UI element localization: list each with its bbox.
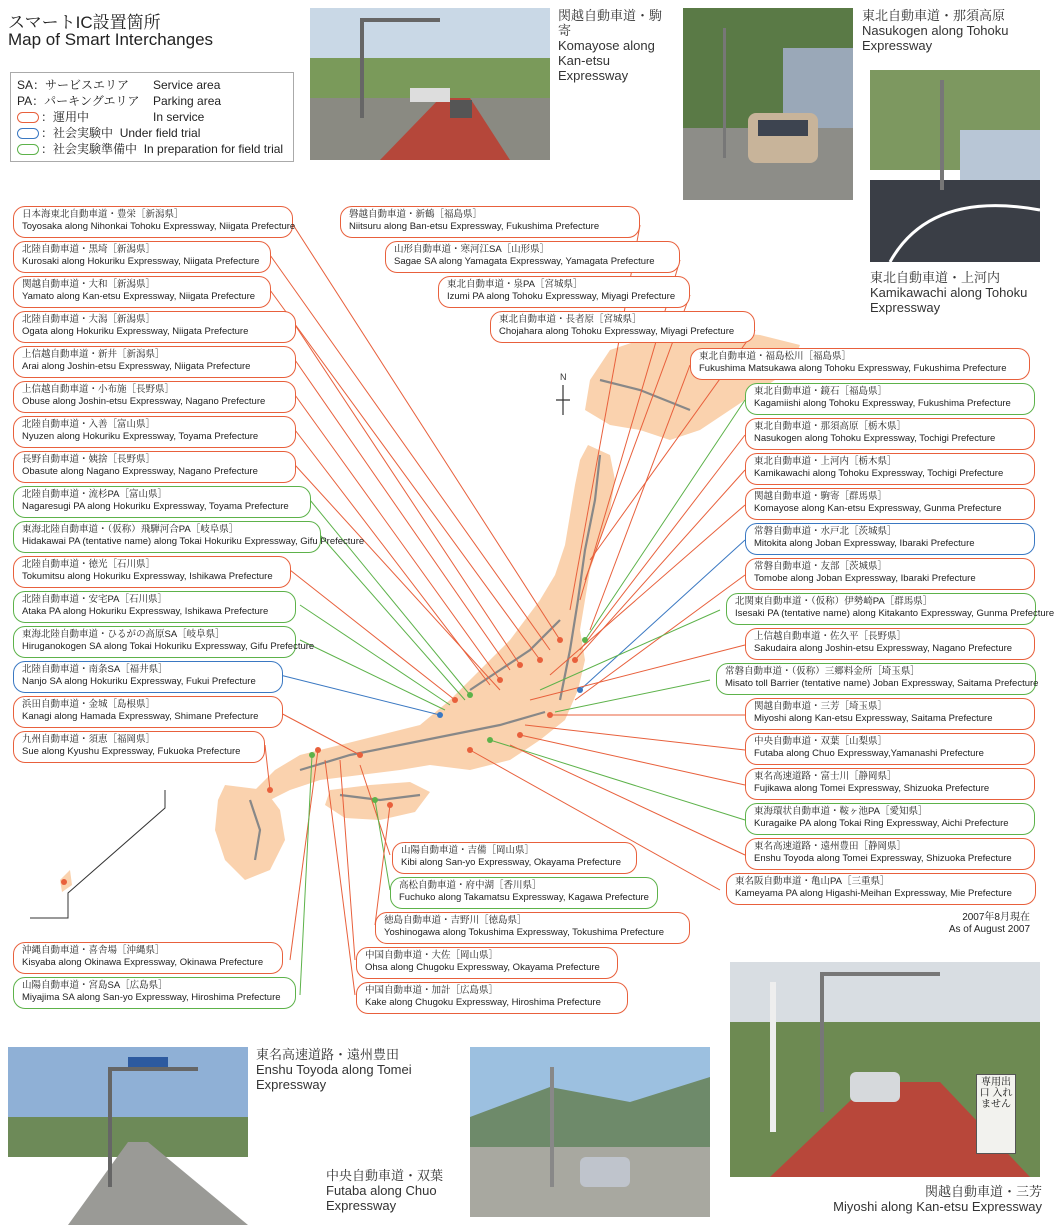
- ic-label-ja: 関越自動車道・大和［新潟県］: [22, 279, 156, 290]
- legend-label-ja: ：社会実験準備中: [41, 142, 138, 156]
- compass-label: N: [560, 372, 567, 382]
- ic-label-en: Nasukogen along Tohoku Expressway, Tochigi Prefecture: [754, 433, 996, 444]
- okinawa-inset-frame: [30, 790, 165, 918]
- ic-label-box: [438, 276, 690, 308]
- ic-label-ja: 東名高速道路・遠州豊田［静岡県］: [754, 841, 907, 852]
- ic-label-ja: 中国自動車道・加計［広島県］: [365, 985, 499, 996]
- ic-label-ja: 東北自動車道・泉PA［宮城県］: [447, 279, 583, 290]
- ic-label-ja: 東北自動車道・鏡石［福島県］: [754, 386, 888, 397]
- ic-label-en: Sakudaira along Joshin-etsu Expressway, Nagano Prefecture: [754, 643, 1013, 654]
- ic-label-en: Nagaresugi PA along Hokuriku Expressway, Toyama Prefecture: [22, 501, 289, 512]
- ic-label-box: [745, 453, 1035, 485]
- ic-label-ja: 東名阪自動車道・亀山PA［三重県］: [735, 876, 890, 887]
- ic-label-ja: 北陸自動車道・安宅PA［石川県］: [22, 594, 167, 605]
- ic-label-box: [13, 206, 296, 238]
- caption-en: Enshu Toyoda along Tomei Expressway: [256, 1062, 412, 1092]
- caption-ja: 東北自動車道・上河内: [870, 270, 1001, 285]
- ic-label-box: [690, 348, 1030, 380]
- ic-label-en: Hiruganokogen SA along Tokai Hokuriku Expressway, Gifu Prefecture: [22, 641, 315, 652]
- ic-label-box: [13, 521, 365, 553]
- ic-label-en: Ogata along Hokuriku Expressway, Niigata Prefecture: [22, 326, 249, 337]
- caption-ja: 関越自動車道・駒寄: [558, 8, 663, 38]
- ic-label-en: Obasute along Nagano Expressway, Nagano Prefecture: [22, 466, 258, 477]
- ic-label-en: Fukushima Matsukawa along Tohoku Expressway, Fukushima Prefecture: [699, 363, 1007, 374]
- ic-label-ja: 関越自動車道・駒寄［群馬県］: [754, 491, 888, 502]
- ic-label-box: [375, 912, 690, 944]
- ic-label-box: [726, 593, 1054, 625]
- ic-label-ja: 東海北陸自動車道・（仮称）飛騨河合PA［岐阜県］: [22, 524, 239, 535]
- ic-label-box: [13, 241, 271, 273]
- legend-label-en: Under field trial: [119, 126, 201, 140]
- ic-label-ja: 東海環状自動車道・鞍ヶ池PA［愛知県］: [754, 806, 928, 817]
- ic-label-ja: 九州自動車道・須恵［福岡県］: [22, 734, 156, 745]
- ic-label-ja: 北陸自動車道・黒埼［新潟県］: [22, 244, 156, 255]
- caption-en: Nasukogen along Tohoku Expressway: [862, 23, 1009, 53]
- ic-label-box: [745, 418, 1035, 450]
- ic-label-box: [745, 803, 1035, 835]
- date-en: As of August 2007: [948, 924, 1030, 935]
- ic-label-en: Arai along Joshin-etsu Expressway, Niigata Prefecture: [22, 361, 251, 372]
- ic-label-en: Obuse along Joshin-etsu Expressway, Nagano Prefecture: [22, 396, 266, 407]
- ic-label-en: Kisyaba along Okinawa Expressway, Okinawa Prefecture: [22, 957, 264, 968]
- ic-label-box: [13, 696, 283, 728]
- ic-label-en: Sagae SA along Yamagata Expressway, Yamagata Prefecture: [394, 256, 655, 267]
- ic-label-en: Yoshinogawa along Tokushima Expressway, Tokushima Prefecture: [384, 927, 665, 938]
- ic-label-en: Mitokita along Joban Expressway, Ibaraki Prefecture: [754, 538, 975, 549]
- legend-label-en: In service: [153, 110, 205, 124]
- ic-label-box: [13, 451, 296, 483]
- ic-label-ja: 東名高速道路・富士川［静岡県］: [754, 771, 897, 782]
- ic-label-ja: 北陸自動車道・南条SA［福井県］: [22, 664, 168, 675]
- ic-label-box: [13, 942, 283, 974]
- ic-label-ja: 上信越自動車道・新井［新潟県］: [22, 349, 165, 360]
- ic-label-ja: 磐越自動車道・新鶴［福島県］: [349, 209, 483, 220]
- ic-label-en: Niitsuru along Ban-etsu Expressway, Fukushima Prefecture: [349, 221, 600, 232]
- page-title-ja: スマートIC設置箇所: [8, 13, 161, 32]
- ic-label-ja: 東北自動車道・那須高原［栃木県］: [754, 421, 907, 432]
- ic-label-en: Isesaki PA (tentative name) along Kitakanto Expressway, Gunma Prefecture: [735, 608, 1054, 619]
- ic-label-box: [13, 731, 265, 763]
- ic-label-box: [13, 416, 296, 448]
- legend-label-en: Service area: [153, 78, 221, 92]
- ic-label-box: [385, 241, 680, 273]
- caption-en: Miyoshi along Kan-etsu Expressway: [833, 1199, 1042, 1214]
- ic-label-ja: 北陸自動車道・入善［富山県］: [22, 419, 156, 430]
- ic-label-en: Enshu Toyoda along Tomei Expressway, Shizuoka Prefecture: [754, 853, 1012, 864]
- ic-label-ja: 東北自動車道・長者原［宮城県］: [499, 314, 642, 325]
- ic-label-ja: 山陽自動車道・宮島SA［広島県］: [22, 980, 168, 991]
- ic-label-ja: 徳島自動車道・吉野川［徳島県］: [384, 915, 527, 926]
- ic-label-ja: 上信越自動車道・小布施［長野県］: [22, 384, 175, 395]
- ic-label-box: [13, 977, 296, 1009]
- ic-label-en: Ohsa along Chugoku Expressway, Okayama Prefecture: [365, 962, 600, 973]
- ic-label-en: Futaba along Chuo Expressway,Yamanashi Prefecture: [754, 748, 984, 759]
- ic-label-box: [13, 661, 283, 693]
- ic-label-ja: 浜田自動車道・金城［島根県］: [22, 699, 156, 710]
- ic-label-ja: 東海北陸自動車道・ひるがの高原SA［岐阜県］: [22, 629, 225, 640]
- caption-ja: 東名高速道路・遠州豊田: [256, 1047, 400, 1062]
- ic-label-en: Kuragaike PA along Tokai Ring Expressway, Aichi Prefecture: [754, 818, 1009, 829]
- compass: [556, 385, 570, 415]
- legend-label-ja: ：運用中: [41, 110, 90, 124]
- caption-ja: 東北自動車道・那須高原: [862, 8, 1006, 23]
- ic-label-ja: 高松自動車道・府中湖［香川県］: [399, 880, 542, 891]
- ic-label-en: Kameyama PA along Higashi-Meihan Expressway, Mie Prefecture: [735, 888, 1012, 899]
- legend-label-ja: SA：サービスエリア: [17, 78, 130, 92]
- ic-label-box: [716, 663, 1039, 695]
- ic-label-box: [745, 558, 1035, 590]
- caption-ja: 関越自動車道・三芳: [924, 1184, 1042, 1199]
- ic-label-en: Miyoshi along Kan-etsu Expressway, Saitama Prefecture: [754, 713, 993, 724]
- ic-label-en: Yamato along Kan-etsu Expressway, Niigata Prefecture: [22, 291, 256, 302]
- ic-label-en: Hidakawai PA (tentative name) along Tokai Hokuriku Expressway, Gifu Prefecture: [22, 536, 365, 547]
- ic-label-ja: 山形自動車道・寒河江SA［山形県］: [394, 244, 550, 255]
- ic-label-box: [13, 626, 315, 658]
- ic-label-en: Komayose along Kan-etsu Expressway, Gunma Prefecture: [754, 503, 1002, 514]
- ic-label-box: [490, 311, 755, 343]
- ic-label-ja: 関越自動車道・三芳［埼玉県］: [754, 701, 888, 712]
- ic-label-en: Miyajima SA along San-yo Expressway, Hiroshima Prefecture: [22, 992, 281, 1003]
- ic-label-en: Nanjo SA along Hokuriku Expressway, Fukui Prefecture: [22, 676, 256, 687]
- kyushu-shape: [215, 785, 285, 880]
- ic-label-en: Kanagi along Hamada Expressway, Shimane Prefecture: [22, 711, 259, 722]
- ic-label-box: [13, 486, 311, 518]
- ic-label-en: Toyosaka along Nihonkai Tohoku Expressway, Niigata Prefecture: [22, 221, 296, 232]
- ic-label-box: [745, 698, 1035, 730]
- ic-label-ja: 常磐自動車道・（仮称）三郷料金所［埼玉県］: [725, 666, 920, 677]
- ic-label-ja: 東北自動車道・福島松川［福島県］: [699, 351, 852, 362]
- ic-label-ja: 常磐自動車道・水戸北［茨城県］: [754, 526, 897, 537]
- ic-label-en: Misato toll Barrier (tentative name) Joban Expressway, Saitama Prefecture: [725, 678, 1039, 689]
- ic-label-ja: 日本海東北自動車道・豊栄［新潟県］: [22, 209, 184, 220]
- caption-en: Komayose along Kan-etsu Expressway: [558, 38, 655, 83]
- ic-label-ja: 中央自動車道・双葉［山梨県］: [754, 736, 888, 747]
- ic-label-en: Kibi along San-yo Expressway, Okayama Prefecture: [401, 857, 622, 868]
- legend-label-en: In preparation for field trial: [143, 142, 284, 156]
- ic-label-box: [745, 768, 1035, 800]
- ic-label-box: [745, 523, 1035, 555]
- ic-label-ja: 東北自動車道・上河内［栃木県］: [754, 456, 897, 467]
- caption-en: Kamikawachi along Tohoku Expressway: [870, 285, 1028, 315]
- ic-label-box: [13, 591, 296, 623]
- ic-label-box: [745, 488, 1035, 520]
- ic-label-box: [726, 873, 1036, 905]
- legend-label-ja: ：社会実験中: [41, 126, 114, 140]
- ic-label-en: Fujikawa along Tomei Expressway, Shizuoka Prefecture: [754, 783, 990, 794]
- date-note: [940, 912, 1030, 936]
- caption-en: Futaba along Chuo Expressway: [326, 1183, 437, 1213]
- ic-label-box: [745, 838, 1035, 870]
- legend-label-ja: PA：パーキングエリア: [17, 94, 140, 108]
- ic-label-box: [745, 628, 1035, 660]
- ic-label-ja: 北関東自動車道・（仮称）伊勢崎PA［群馬県］: [735, 596, 933, 607]
- ic-label-box: [13, 276, 271, 308]
- ic-label-box: [356, 982, 628, 1014]
- ic-label-en: Kamikawachi along Tohoku Expressway, Tochigi Prefecture: [754, 468, 1004, 479]
- ic-label-en: Izumi PA along Tohoku Expressway, Miyagi Prefecture: [447, 291, 676, 302]
- ic-label-ja: 北陸自動車道・大潟［新潟県］: [22, 314, 156, 325]
- ic-label-box: [745, 383, 1035, 415]
- ic-label-ja: 長野自動車道・姨捨［長野県］: [22, 454, 156, 465]
- ic-label-box: [745, 733, 1035, 765]
- caption-ja: 中央自動車道・双葉: [326, 1168, 444, 1183]
- ic-label-en: Chojahara along Tohoku Expressway, Miyagi Prefecture: [499, 326, 735, 337]
- ic-label-ja: 北陸自動車道・流杉PA［富山県］: [22, 489, 167, 500]
- ic-label-en: Tomobe along Joban Expressway, Ibaraki Prefecture: [754, 573, 976, 584]
- ic-label-en: Fuchuko along Takamatsu Expressway, Kagawa Prefecture: [399, 892, 649, 903]
- ic-label-ja: 上信越自動車道・佐久平［長野県］: [754, 631, 907, 642]
- ic-label-box: [13, 381, 296, 413]
- ic-label-en: Kake along Chugoku Expressway, Hiroshima Prefecture: [365, 997, 601, 1008]
- ic-label-box: [13, 346, 296, 378]
- ic-label-box: [13, 556, 291, 588]
- ic-label-ja: 山陽自動車道・吉備［岡山県］: [401, 845, 535, 856]
- ic-label-box: [13, 311, 296, 343]
- ic-label-en: Sue along Kyushu Expressway, Fukuoka Prefecture: [22, 746, 241, 757]
- ic-label-en: Tokumitsu along Hokuriku Expressway, Ishikawa Prefecture: [22, 571, 273, 582]
- legend-label-en: Parking area: [153, 94, 222, 108]
- ic-label-en: Kurosaki along Hokuriku Expressway, Niigata Prefecture: [22, 256, 260, 267]
- ic-label-ja: 沖縄自動車道・喜舎場［沖縄県］: [22, 945, 165, 956]
- ic-label-en: Ataka PA along Hokuriku Expressway, Ishikawa Prefecture: [22, 606, 269, 617]
- ic-label-box: [392, 842, 637, 874]
- ic-label-box: [340, 206, 640, 238]
- date-ja: 2007年8月現在: [962, 912, 1030, 923]
- ic-label-en: Kagamiishi along Tohoku Expressway, Fukushima Prefecture: [754, 398, 1011, 409]
- ic-label-box: [356, 947, 618, 979]
- ic-label-ja: 常磐自動車道・友部［茨城県］: [754, 561, 888, 572]
- page-title-en: Map of Smart Interchanges: [8, 30, 214, 49]
- ic-label-ja: 中国自動車道・大佐［岡山県］: [365, 950, 499, 961]
- ic-label-en: Nyuzen along Hokuriku Expressway, Toyama Prefecture: [22, 431, 259, 442]
- exit-sign: 専用出口 入れません: [976, 1074, 1016, 1154]
- ic-label-box: [390, 877, 658, 909]
- ic-label-ja: 北陸自動車道・徳光［石川県］: [22, 559, 156, 570]
